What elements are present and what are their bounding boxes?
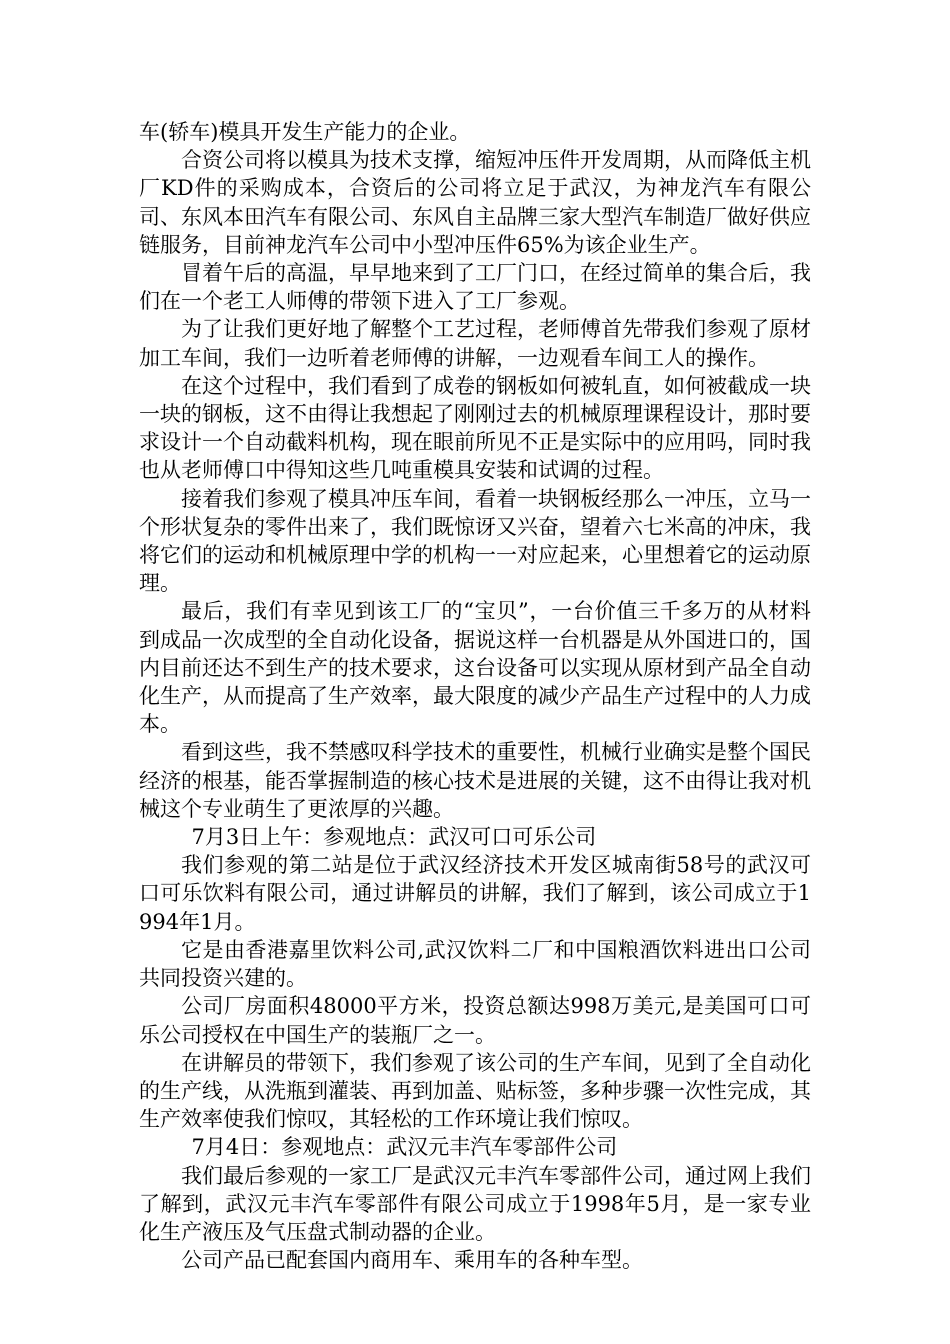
paragraph-10: 我们参观的第二站是位于武汉经济技术开发区城南街58号的武汉可口可乐饮料有限公司，通过讲解员的讲解，我们了解到，该公司成立于1994年1月。 [139, 853, 811, 934]
paragraph-15: 我们最后参观的一家工厂是武汉元丰汽车零部件公司，通过网上我们了解到，武汉元丰汽车零部件有限公司成立于1998年5月，是一家专业化生产液压及气压盘式制动器的企业。 [139, 1163, 811, 1244]
paragraph-4: 为了让我们更好地了解整个工艺过程，老师傅首先带我们参观了原材加工车间，我们一边听着老师傅的讲解，一边观看车间工人的操作。 [139, 317, 811, 370]
paragraph-11: 它是由香港嘉里饮料公司,武汉饮料二厂和中国粮酒饮料进出口公司共同投资兴建的。 [139, 937, 811, 991]
document-page [139, 118, 811, 1274]
paragraph-3: 冒着午后的高温，早早地来到了工厂门口，在经过简单的集合后，我们在一个老工人师傅的带领下进入了工厂参观。 [139, 261, 811, 314]
paragraph-8: 看到这些，我不禁感叹科学技术的重要性，机械行业确实是整个国民经济的根基，能否掌握制造的核心技术是进展的关键，这不由得让我对机械这个专业萌生了更浓厚的兴趣。 [139, 740, 811, 821]
paragraph-6: 接着我们参观了模具冲压车间，看着一块钢板经那么一冲压，立马一个形状复杂的零件出来了，我们既惊讶又兴奋，望着六七米高的冲床，我将它们的运动和机械原理中学的机构一一对应起来，心里想着它的运动原理。 [139, 486, 811, 596]
section-heading-july-3: 7月3日上午：参观地点：武汉可口可乐公司 [191, 825, 597, 850]
paragraph-1: 车(轿车)模具开发生产能力的企业。 [139, 120, 471, 144]
paragraph-5: 在这个过程中，我们看到了成卷的钢板如何被轧直，如何被截成一块一块的钢板，这不由得让我想起了刚刚过去的机械原理课程设计，那时要求设计一个自动截料机构，现在眼前所见不正是实际中的应用吗，同时我也从老师傅口中得知这些几吨重模具安装和试调的过程。 [139, 373, 811, 483]
paragraph-16: 公司产品已配套国内商用车、乘用车的各种车型。 [181, 1248, 643, 1273]
paragraph-13: 在讲解员的带领下，我们参观了该公司的生产车间，见到了全自动化的生产线，从洗瓶到灌装、再到加盖、贴标签，多种步骤一次性完成，其生产效率使我们惊叹，其轻松的工作环境让我们惊叹。 [139, 1050, 811, 1132]
section-heading-july-4: 7月4日：参观地点：武汉元丰汽车零部件公司 [191, 1135, 618, 1160]
paragraph-12: 公司厂房面积48000平方米，投资总额达998万美元,是美国可口可乐公司授权在中国生产的装瓶厂之一。 [139, 994, 811, 1047]
paragraph-7: 最后，我们有幸见到该工厂的“宝贝”，一台价值三千多万的从材料到成品一次成型的全自动化设备，据说这样一台机器是从外国进口的，国内目前还达不到生产的技术要求，这台设备可以实现从原材到产品全自动化生产，从而提高了生产效率，最大限度的减少产品生产过程中的人力成本。 [139, 599, 811, 737]
paragraph-2: 合资公司将以模具为技术支撑，缩短冲压件开发周期，从而降低主机厂KD件的采购成本，合资后的公司将立足于武汉，为神龙汽车有限公司、东风本田汽车有限公司、东风自主品牌三家大型汽车制造厂做好供应链服务，目前神龙汽车公司中小型冲压件65%为该企业生产。 [139, 148, 811, 257]
